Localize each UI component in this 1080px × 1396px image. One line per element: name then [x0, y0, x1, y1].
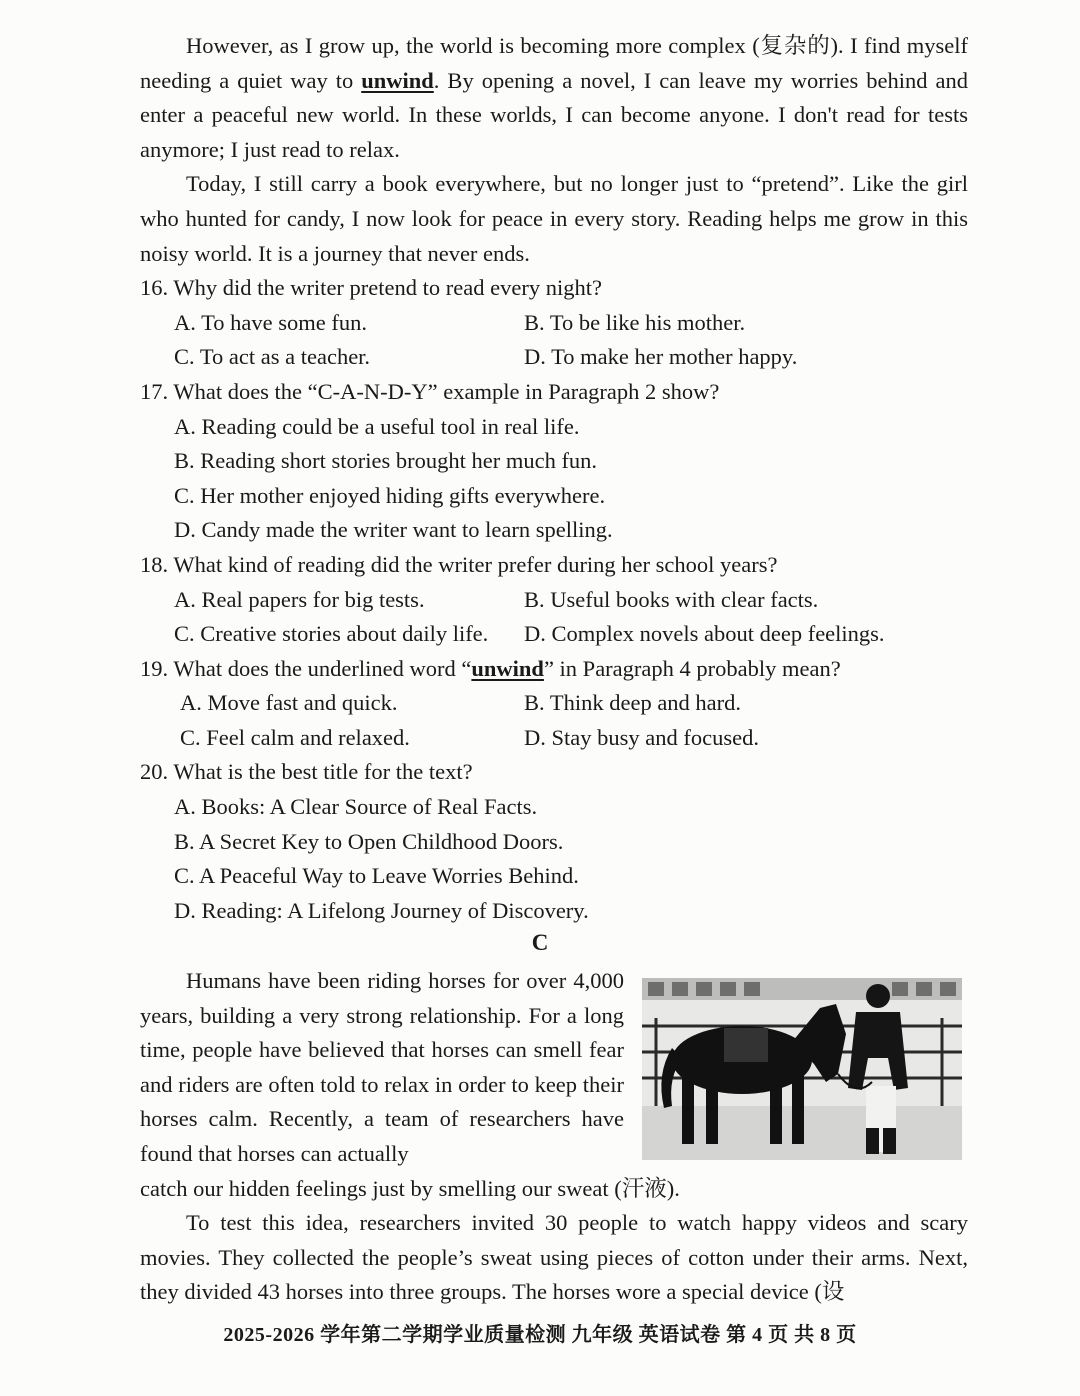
option-a: A. To have some fun. [174, 309, 367, 335]
option-a: A. Reading could be a useful tool in real life. [174, 413, 580, 439]
option-d: D. Stay busy and focused. [524, 724, 759, 750]
paragraph-1-wrapped: Humans have been riding horses for over 4,000 years, building a very strong relationship. For a long time, people have believed that horses can smell fear and riders are often told to relax in order to keep their horses calm. Recently, a team of researchers have found that horses can actually [140, 968, 624, 1166]
option-a: A. Real papers for big tests. [174, 586, 425, 612]
option-c: C. Her mother enjoyed hiding gifts everywhere. [174, 482, 606, 508]
question-stem: 20. What is the best title for the text? [140, 759, 473, 785]
question-19 [140, 652, 968, 756]
option-a: A. Move fast and quick. [180, 690, 398, 716]
option-c: C. A Peaceful Way to Leave Worries Behind. [174, 863, 579, 889]
question-stem: 17. What does the “C-A-N-D-Y” example in Paragraph 2 show? [140, 378, 720, 404]
question-16 [140, 271, 968, 375]
option-d: D. Candy made the writer want to learn spelling. [174, 517, 613, 543]
horse-photo-illustration [642, 978, 962, 1160]
horse-and-rider-photo [642, 978, 962, 1160]
paragraph-1-end: catch our hidden feelings just by smelling our sweat (汗液). [140, 1175, 680, 1201]
question-stem: 19. What does the underlined word “unwind” in Paragraph 4 probably mean? [140, 655, 841, 681]
option-b: B. A Secret Key to Open Childhood Doors. [174, 828, 564, 854]
question-17 [140, 375, 968, 548]
option-b: B. Think deep and hard. [524, 690, 742, 716]
option-a: A. Books: A Clear Source of Real Facts. [174, 794, 538, 820]
option-b: B. Useful books with clear facts. [524, 586, 819, 612]
paragraph-4: However, as I grow up, the world is becoming more complex (复杂的). I find myself needing a quiet way to unwind. By opening a novel, I can leave my worries behind and enter a peaceful new world. In these worlds, I can become anyone. I don't read for tests anymore; I just read to relax. [140, 33, 968, 162]
question-20 [140, 755, 968, 928]
option-d: D. Reading: A Lifelong Journey of Discovery. [174, 897, 589, 923]
passage-b-continued [140, 29, 968, 928]
underlined-word-unwind: unwind [361, 67, 434, 93]
page-footer: 2025-2026 学年第二学期学业质量检测 九年级 英语试卷 第 4 页 共 8 页 [223, 1324, 857, 1346]
question-stem: 16. Why did the writer pretend to read every night? [140, 275, 602, 301]
section-title-c: C [531, 930, 549, 955]
option-c: C. To act as a teacher. [174, 344, 371, 370]
option-b: B. Reading short stories brought her much fun. [174, 448, 598, 474]
underlined-word-unwind: unwind [471, 655, 544, 681]
paragraph-5: Today, I still carry a book everywhere, but no longer just to “pretend”. Like the girl who hunted for candy, I now look for peace in every story. Reading helps me grow in this noisy world. It is a journey that never ends. [140, 171, 968, 266]
option-b: B. To be like his mother. [524, 309, 746, 335]
option-c: C. Feel calm and relaxed. [180, 724, 410, 750]
question-18 [140, 548, 968, 652]
question-stem: 18. What kind of reading did the writer prefer during her school years? [140, 551, 778, 577]
option-d: D. Complex novels about deep feelings. [524, 621, 885, 647]
paragraph-2: To test this idea, researchers invited 30 people to watch happy videos and scary movies. They collected the people’s sweat using pieces of cotton under their arms. Next, they divided 43 horses into three groups. The horses wore a special device (设 [140, 1210, 968, 1305]
option-d: D. To make her mother happy. [524, 344, 798, 370]
option-c: C. Creative stories about daily life. [174, 621, 489, 647]
